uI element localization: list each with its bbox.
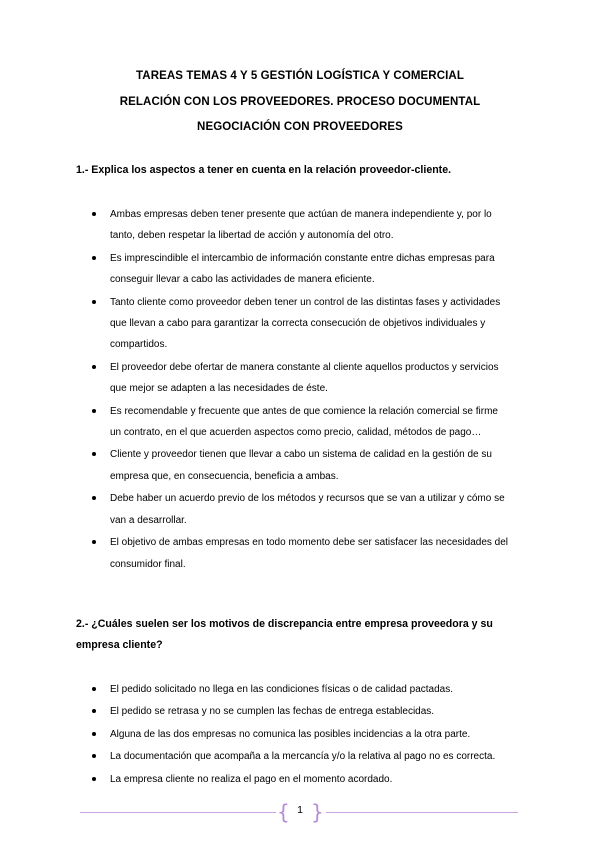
list-item (90, 701, 510, 722)
list-item (90, 248, 510, 291)
list-item-text: Tanto cliente como proveedor deben tener un control de las distintas fases y actividades que llevan a cabo para garantizar la correcta consecución de objetivos individuales y compartidos. (110, 296, 501, 351)
question-2: 2.- ¿Cuáles suelen ser los motivos de discrepancia entre empresa proveedora y su empresa cliente? (76, 618, 493, 651)
list-item (90, 746, 510, 767)
bullet-icon (92, 452, 96, 456)
footer-divider-right (326, 812, 518, 813)
answer-list-1 (90, 204, 510, 576)
left-brace-icon: { (277, 800, 290, 824)
right-brace-icon: } (311, 800, 324, 824)
title-line-3: NEGOCIACIÓN CON PROVEEDORES (197, 121, 403, 133)
title-line-2: RELACIÓN CON LOS PROVEEDORES. PROCESO DOCUMENTAL (119, 96, 481, 108)
bullet-icon (92, 777, 96, 781)
list-item (90, 488, 510, 531)
list-item (90, 724, 510, 745)
bullet-icon (92, 300, 96, 304)
list-item-text: El objetivo de ambas empresas en todo momento debe ser satisfacer las necesidades del consumidor final. (110, 537, 509, 570)
list-item (90, 204, 510, 247)
bullet-icon (92, 540, 96, 544)
list-item (90, 401, 510, 444)
question-1: 1.- Explica los aspectos a tener en cuenta en la relación proveedor-cliente. (76, 164, 452, 176)
answer-list-2 (90, 679, 510, 791)
list-item-text: Es recomendable y frecuente que antes de que comience la relación comercial se firme un contrato, en el que acuerden aspectos como precio, calidad, métodos de pago… (110, 405, 498, 439)
bullet-icon (92, 754, 96, 758)
bullet-icon (92, 687, 96, 691)
bullet-icon (92, 709, 96, 713)
list-item (90, 292, 510, 356)
bullet-icon (92, 732, 96, 736)
list-item-text: El pedido solicitado no llega en las condiciones físicas o de calidad pactadas. (110, 684, 453, 695)
list-item-text: Debe haber un acuerdo previo de los métodos y recursos que se van a utilizar y cómo se van a desarrollar. (110, 493, 505, 526)
list-item-text: Alguna de las dos empresas no comunica las posibles incidencias a la otra parte. (110, 728, 471, 740)
list-item-text: Cliente y proveedor tienen que llevar a cabo un sistema de calidad en la gestión de su empresa que, en consecuencia, beneficia a ambas. (110, 449, 492, 482)
list-item-text: El proveedor debe ofertar de manera constante al cliente aquellos productos y servicios que mejor se adapten a las necesidades de éste. (110, 361, 499, 395)
title-line-1: TAREAS TEMAS 4 Y 5 GESTIÓN LOGÍSTICA Y COMERCIAL (136, 70, 464, 82)
list-item (90, 679, 510, 700)
bullet-icon (92, 409, 96, 413)
bullet-icon (92, 212, 96, 216)
list-item-text: La empresa cliente no realiza el pago en el momento acordado. (110, 773, 393, 785)
bullet-icon (92, 365, 96, 369)
list-item-text: La documentación que acompaña a la mercancía y/o la relativa al pago no es correcta. (110, 751, 496, 763)
list-item (90, 769, 510, 790)
list-item-text: Ambas empresas deben tener presente que actúan de manera independiente y, por lo tanto, deben respetar la libertad de acción y autonomía del otro. (110, 209, 492, 242)
bullet-icon (92, 256, 96, 260)
bullet-icon (92, 496, 96, 500)
footer-divider-left (80, 812, 276, 813)
list-item (90, 444, 510, 487)
page-number: 1 (297, 804, 303, 816)
list-item-text: El pedido se retrasa y no se cumplen las fechas de entrega establecidas. (110, 706, 435, 718)
list-item (90, 357, 510, 400)
list-item (90, 532, 510, 575)
list-item-text: Es imprescindible el intercambio de información constante entre dichas empresas para conseguir llevar a cabo las actividades de manera eficiente. (110, 252, 495, 286)
